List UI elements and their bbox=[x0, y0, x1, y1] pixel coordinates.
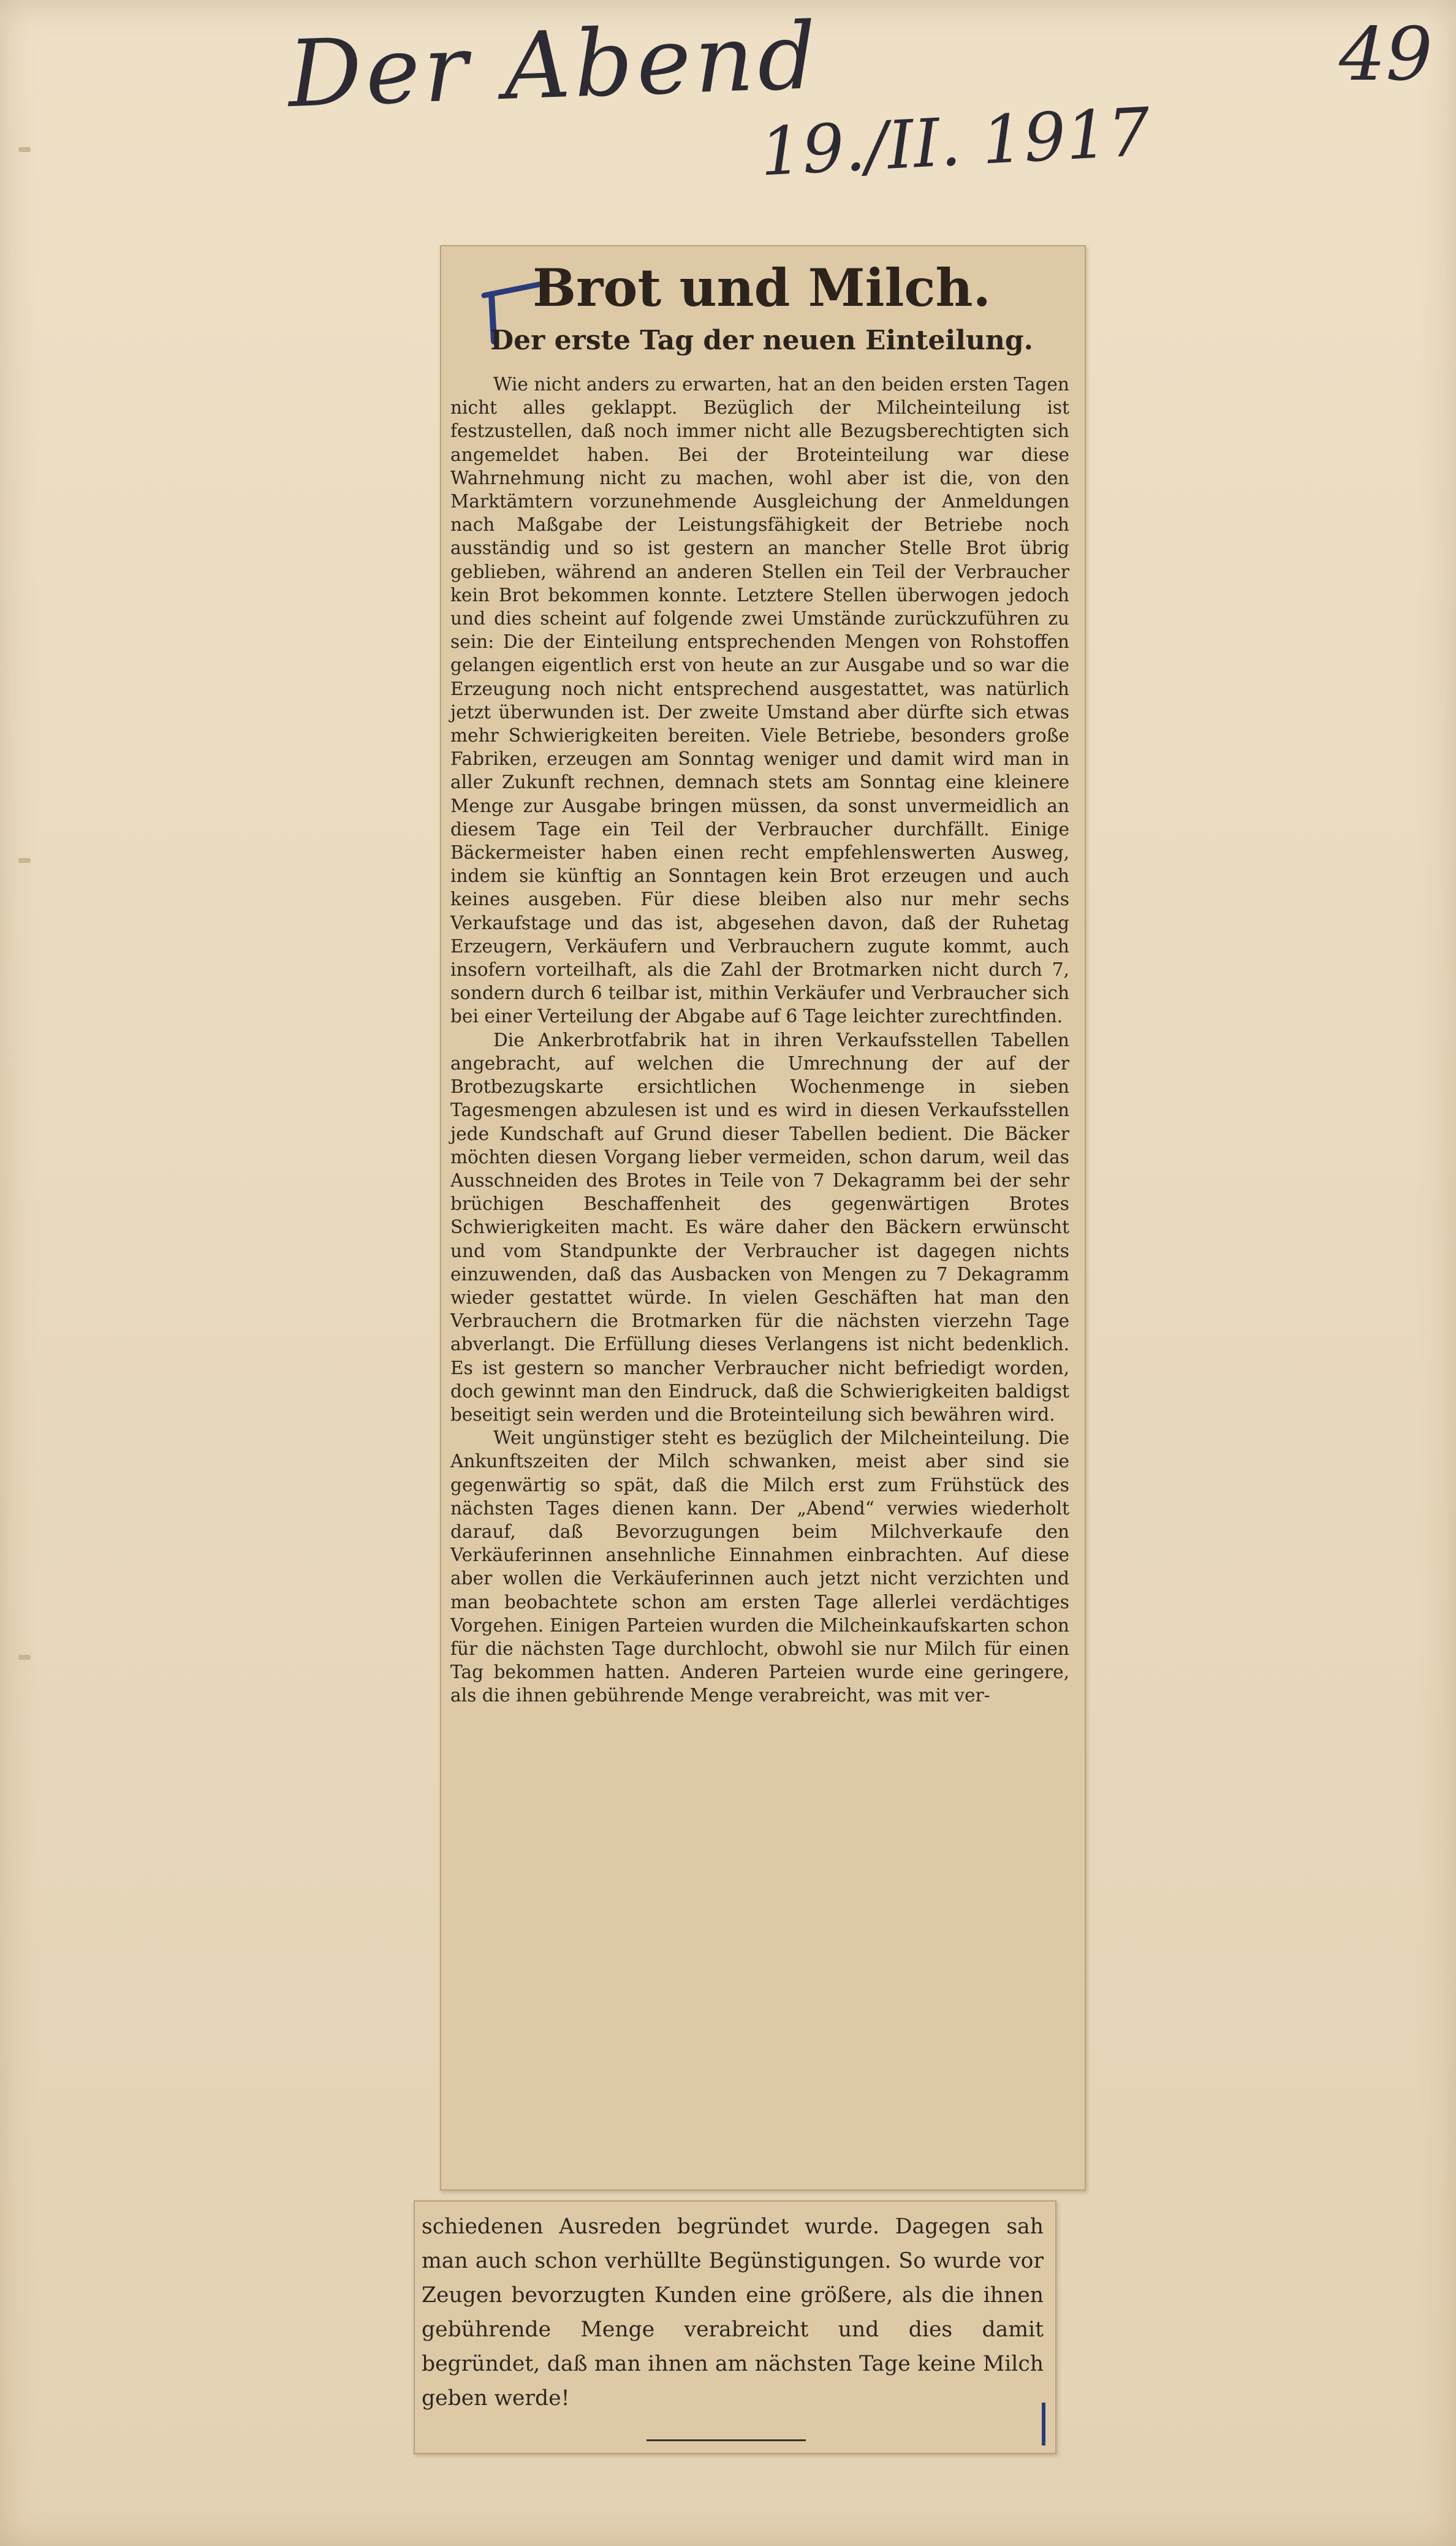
article-headline: Brot und Milch. bbox=[533, 257, 991, 318]
handwritten-page-number: 49 bbox=[1339, 12, 1433, 97]
binding-hole bbox=[18, 147, 31, 152]
article-paragraph: Die Ankerbrotfabrik hat in ihren Verkaufsstellen Tabellen angebracht, auf welchen die Umrechnung der auf der Brotbezugskarte ersichtlichen Wochenmenge in sieben Tagesmengen abzulesen ist und es wird in diesen Verkaufsstellen jede Kundschaft auf Grund dieser Tabellen bedient. Die Bäcker möchten diesen Vorgang lieber vermeiden, schon darum, weil das Ausschneiden des Brotes in Teile von 7 Dekagramm bei der sehr brüchigen Beschaffenheit des gegenwärtigen Brotes Schwierigkeiten macht. Es wäre daher den Bäckern erwünscht und vom Standpunkte der Verbraucher ist dagegen nichts einzuwenden, daß das Ausbacken von Mengen zu 7 Dekagramm wieder gestattet würde. In vielen Geschäften hat man den Verbrauchern die Brotmarken für die nächsten vierzehn Tage abverlangt. Die Erfüllung dieses Verlangens ist nicht bedenklich. Es ist gestern so mancher Verbraucher nicht befriedigt worden, doch gewinnt man den Eindruck, daß die Schwierigkeiten baldigst beseitigt sein werden und die Broteinteilung sich bewähren wird. bbox=[450, 1029, 1069, 1425]
article-subheadline: Der erste Tag der neuen Einteilung. bbox=[490, 325, 1033, 356]
article-continuation bbox=[422, 2210, 1044, 2415]
binding-hole bbox=[18, 1655, 31, 1660]
end-rule bbox=[646, 2439, 806, 2441]
binding-hole bbox=[18, 858, 31, 863]
blue-pen-tick-icon bbox=[1042, 2403, 1045, 2445]
handwritten-date: 19./II. 1917 bbox=[758, 94, 1152, 191]
continuation-paragraph: schiedenen Ausreden begründet wurde. Dagegen sah man auch schon verhüllte Begünstigungen. So wurde vor Zeugen bevorzugten Kunden eine größere, als die ihnen gebührende Menge verabreicht und dies damit begründet, daß man ihnen am nächsten Tage keine Milch geben werde! bbox=[422, 2214, 1044, 2411]
handwritten-newspaper-title: Der Abend bbox=[286, 2, 822, 129]
article-paragraph: Wie nicht anders zu erwarten, hat an den beiden ersten Tagen nicht alles geklappt. Bezüglich der Milcheinteilung ist festzustellen, daß noch immer nicht alle Bezugsberechtigten sich angemeldet haben. Bei der Broteinteilung war diese Wahrnehmung nicht zu machen, wohl aber ist die, von den Marktämtern vorzunehmende Ausgleichung der Anmeldungen nach Maßgabe der Leistungsfähigkeit der Betriebe noch ausständig und so ist gestern an mancher Stelle Brot übrig geblieben, während an anderen Stellen ein Teil der Verbraucher kein Brot bekommen konnte. Letztere Stellen überwogen jedoch und dies scheint auf folgende zwei Umstände zurückzuführen zu sein: Die der Einteilung entsprechenden Mengen von Rohstoffen gelangen eigentlich erst von heute an zur Ausgabe und so war die Erzeugung noch nicht entsprechend ausgestattet, was natürlich jetzt überwunden ist. Der zweite Umstand aber dürfte sich etwas mehr Schwierigkeiten bereiten. Viele Betriebe, besonders große Fabriken, erzeugen am Sonntag weniger und damit wird man in aller Zukunft rechnen, demnach stets am Sonntag eine kleinere Menge zur Ausgabe bringen müssen, da sonst unvermeidlich an diesem Tage ein Teil der Verbraucher durchfällt. Einige Bäckermeister haben einen recht empfehlenswerten Ausweg, indem sie künftig an Sonntagen kein Brot erzeugen und auch keines ausgeben. Für diese bleiben also nur mehr sechs Verkaufstage und das ist, abgesehen davon, daß der Ruhetag Erzeugern, Verkäufern und Verbrauchern zugute kommt, auch insofern vorteilhaft, als die Zahl der Brotmarken nicht durch 7, sondern durch 6 teilbar ist, mithin Verkäufer und Verbraucher sich bei einer Verteilung der Abgabe auf 6 Tage leichter zurechtfinden. bbox=[450, 374, 1069, 1027]
article-body bbox=[450, 373, 1069, 1708]
article-paragraph: Weit ungünstiger steht es bezüglich der Milcheinteilung. Die Ankunftszeiten der Milch schwanken, meist aber sind sie gegenwärtig so spät, daß die Milch erst zum Frühstück des nächsten Tages dienen kann. Der „Abend“ verwies wiederholt darauf, daß Bevorzugungen beim Milchverkaufe den Verkäuferinnen ansehnliche Einnahmen einbrachten. Auf diese aber wollen die Verkäuferinnen auch jetzt nicht verzichten und man beobachtete schon am ersten Tage allerlei verdächtiges Vorgehen. Einigen Parteien wurden die Milcheinkaufskarten schon für die nächsten Tage durchlocht, obwohl sie nur Milch für einen Tag bekommen hatten. Anderen Parteien wurde eine geringere, als die ihnen gebührende Menge verabreicht, was mit ver- bbox=[450, 1427, 1069, 1706]
